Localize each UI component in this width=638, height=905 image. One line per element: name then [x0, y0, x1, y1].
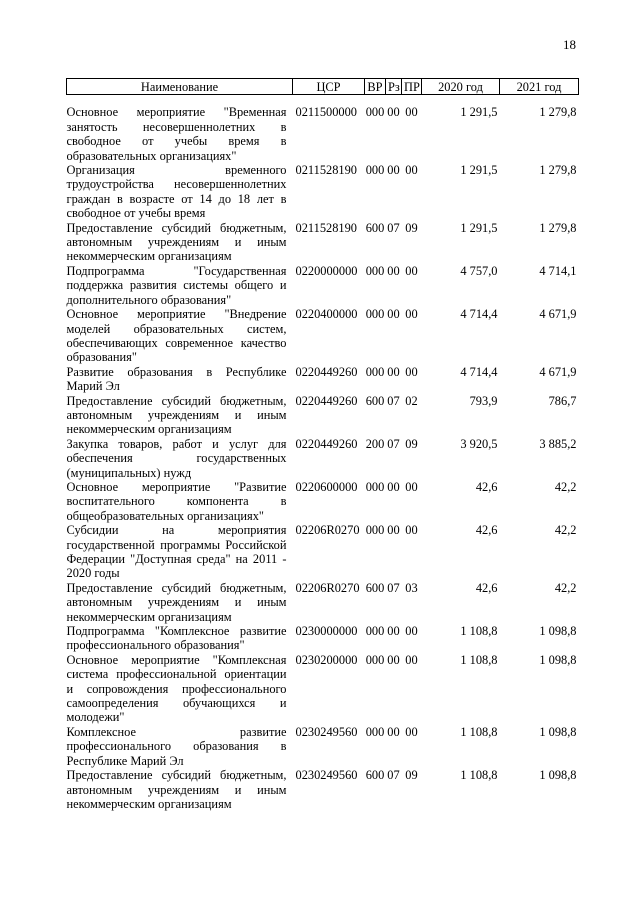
- row-name: Подпрограмма "Комплексное развитие профессионального образования": [66, 624, 287, 653]
- header-name: Наименование: [67, 79, 293, 95]
- row-name: Основное мероприятие "Внедрение моделей образовательных систем, обеспечивающих современное качество образования": [66, 307, 287, 365]
- row-amount-2021: 4 671,9: [539, 307, 577, 322]
- row-rz: 07: [387, 220, 400, 235]
- row-name: Закупка товаров, работ и услуг для обеспечения государственных (муниципальных) нужд: [66, 436, 287, 480]
- header-2021: 2021 год: [500, 79, 579, 95]
- row-amount-2020: 1 108,8: [460, 624, 498, 639]
- row-rz: 00: [387, 105, 400, 120]
- row-rz: 07: [387, 768, 400, 783]
- row-amount-2020: 1 108,8: [460, 768, 498, 783]
- row-amount-2020: 3 920,5: [460, 436, 498, 451]
- row-name: Предоставление субсидий бюджетным, автономным учреждениям и иным некоммерческим организациям: [66, 768, 287, 811]
- table-row: [67, 365, 579, 394]
- row-amount-2021: 1 279,8: [539, 105, 577, 120]
- row-vr: 000: [365, 652, 385, 667]
- row-csr: 0220449260: [295, 436, 358, 451]
- row-amount-2020: 42,6: [475, 580, 498, 595]
- header-pr: ПР: [402, 79, 422, 95]
- row-rz: 07: [387, 393, 400, 408]
- row-name: Предоставление субсидий бюджетным, автономным учреждениям и иным некоммерческим организациям: [66, 580, 287, 624]
- table-row: [67, 394, 579, 437]
- row-amount-2020: 793,9: [469, 393, 498, 408]
- row-rz: 00: [387, 163, 400, 178]
- row-amount-2020: 4 714,4: [460, 307, 498, 322]
- table-row: [67, 581, 579, 624]
- row-pr: 00: [405, 724, 418, 739]
- row-csr: 0230000000: [295, 624, 358, 639]
- row-csr: 0220400000: [295, 307, 358, 322]
- row-vr: 000: [365, 523, 385, 538]
- row-vr: 600: [365, 580, 385, 595]
- row-csr: 0230200000: [295, 652, 358, 667]
- row-amount-2021: 1 098,8: [539, 768, 577, 783]
- row-csr: 02206R0270: [295, 523, 360, 538]
- row-pr: 03: [405, 580, 418, 595]
- row-amount-2021: 42,2: [554, 523, 577, 538]
- row-name: Подпрограмма "Государственная поддержка развития системы общего и дополнительного образования": [66, 263, 287, 307]
- row-vr: 000: [365, 624, 385, 639]
- row-rz: 07: [387, 436, 400, 451]
- header-csr: ЦСР: [293, 79, 365, 95]
- row-vr: 000: [365, 364, 385, 379]
- row-pr: 00: [405, 652, 418, 667]
- row-rz: 00: [387, 479, 400, 494]
- table-row: [67, 480, 579, 523]
- row-pr: 00: [405, 479, 418, 494]
- row-amount-2021: 1 279,8: [539, 163, 577, 178]
- row-pr: 00: [405, 307, 418, 322]
- row-csr: 0220600000: [295, 479, 358, 494]
- row-pr: 00: [405, 364, 418, 379]
- row-vr: 000: [365, 724, 385, 739]
- row-csr: 0211500000: [295, 105, 357, 120]
- row-amount-2021: 4 714,1: [539, 263, 577, 278]
- table-row: [67, 523, 579, 581]
- row-amount-2021: 1 279,8: [539, 220, 577, 235]
- row-amount-2020: 4 714,4: [460, 364, 498, 379]
- table-header: [67, 79, 579, 95]
- row-rz: 00: [387, 724, 400, 739]
- row-rz: 00: [387, 263, 400, 278]
- row-vr: 200: [365, 436, 385, 451]
- row-pr: 00: [405, 105, 418, 120]
- header-vr: ВР: [365, 79, 386, 95]
- row-rz: 00: [387, 624, 400, 639]
- header-2020: 2020 год: [422, 79, 500, 95]
- row-name: Организация временного трудоустройства несовершеннолетних граждан в возрасте от 14 до 18 лет в свободное от учебы время: [66, 163, 287, 221]
- table-row: [67, 163, 579, 221]
- row-name: Субсидии на мероприятия государственной программы Российской Федерации "Доступная среда" на 2011 - 2020 годы: [66, 523, 287, 581]
- table-row: [67, 437, 579, 480]
- row-amount-2020: 1 291,5: [460, 220, 498, 235]
- row-vr: 000: [365, 479, 385, 494]
- table-row: [67, 768, 579, 811]
- row-pr: 09: [405, 220, 418, 235]
- row-amount-2021: 3 885,2: [539, 436, 577, 451]
- budget-table: [66, 78, 579, 811]
- row-vr: 000: [365, 307, 385, 322]
- row-csr: 02206R0270: [295, 580, 360, 595]
- row-vr: 600: [365, 768, 385, 783]
- row-amount-2020: 1 291,5: [460, 105, 498, 120]
- table-row: [67, 624, 579, 653]
- row-csr: 0220449260: [295, 364, 358, 379]
- row-amount-2020: 1 108,8: [460, 724, 498, 739]
- row-pr: 09: [405, 768, 418, 783]
- row-rz: 00: [387, 523, 400, 538]
- row-vr: 000: [365, 163, 385, 178]
- row-name: Основное мероприятие "Развитие воспитательного компонента в общеобразовательных организациях": [66, 479, 287, 523]
- row-amount-2020: 42,6: [475, 479, 498, 494]
- row-csr: 0220449260: [295, 393, 358, 408]
- table-row: [67, 264, 579, 307]
- row-vr: 600: [365, 393, 385, 408]
- table-body: [67, 95, 579, 811]
- row-csr: 0230249560: [295, 768, 358, 783]
- row-amount-2021: 1 098,8: [539, 724, 577, 739]
- row-amount-2021: 1 098,8: [539, 652, 577, 667]
- row-amount-2020: 4 757,0: [460, 263, 498, 278]
- row-pr: 00: [405, 523, 418, 538]
- table-row: [67, 105, 579, 163]
- row-amount-2021: 4 671,9: [539, 364, 577, 379]
- row-name: Комплексное развитие профессионального образования в Республике Марий Эл: [66, 724, 287, 768]
- row-amount-2021: 1 098,8: [539, 624, 577, 639]
- row-rz: 00: [387, 307, 400, 322]
- row-name: Предоставление субсидий бюджетным, автономным учреждениям и иным некоммерческим организациям: [66, 393, 287, 437]
- row-vr: 000: [365, 263, 385, 278]
- header-rz: Рз: [386, 79, 402, 95]
- row-rz: 00: [387, 652, 400, 667]
- row-csr: 0211528190: [295, 163, 357, 178]
- row-csr: 0220000000: [295, 263, 358, 278]
- row-amount-2020: 1 291,5: [460, 163, 498, 178]
- table-row: [67, 653, 579, 725]
- row-amount-2021: 786,7: [548, 393, 577, 408]
- row-amount-2021: 42,2: [554, 479, 577, 494]
- row-pr: 00: [405, 263, 418, 278]
- row-amount-2021: 42,2: [554, 580, 577, 595]
- row-amount-2020: 1 108,8: [460, 652, 498, 667]
- row-pr: 00: [405, 624, 418, 639]
- page-number: 18: [563, 37, 576, 52]
- table-row: [67, 221, 579, 264]
- row-vr: 000: [365, 105, 385, 120]
- table-row: [67, 725, 579, 768]
- row-pr: 02: [405, 393, 418, 408]
- row-amount-2020: 42,6: [475, 523, 498, 538]
- row-rz: 07: [387, 580, 400, 595]
- row-name: Основное мероприятие "Комплексная система профессиональной ориентации и сопровождения профессионального самоопределения обучающихся и молодежи": [66, 652, 287, 725]
- row-rz: 00: [387, 364, 400, 379]
- table-row: [67, 307, 579, 365]
- row-name: Развитие образования в Республике Марий Эл: [66, 364, 287, 394]
- row-name: Основное мероприятие "Временная занятость несовершеннолетних в свободное от учебы время в образовательных организациях": [66, 105, 287, 163]
- row-name: Предоставление субсидий бюджетным, автономным учреждениям и иным некоммерческим организациям: [66, 220, 287, 264]
- row-vr: 600: [365, 220, 385, 235]
- row-pr: 09: [405, 436, 418, 451]
- row-csr: 0230249560: [295, 724, 358, 739]
- row-csr: 0211528190: [295, 220, 357, 235]
- row-pr: 00: [405, 163, 418, 178]
- header-spacer: [67, 95, 579, 106]
